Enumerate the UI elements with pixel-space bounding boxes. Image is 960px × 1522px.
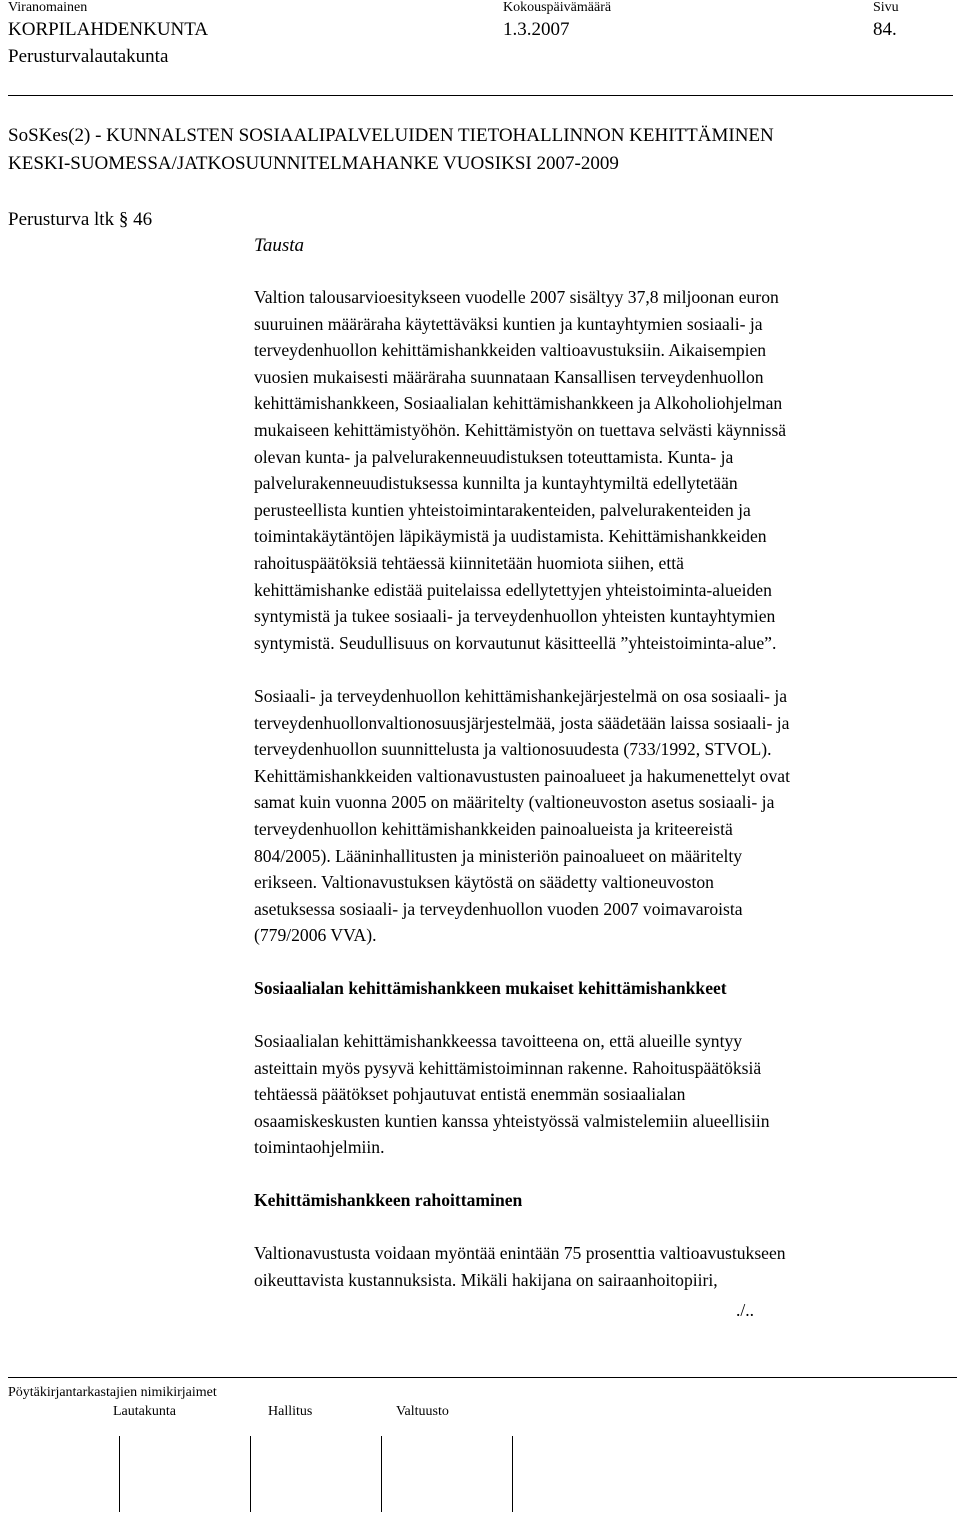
header-date-label: Kokouspäivämäärä — [503, 0, 612, 15]
header-board: Perusturvalautakunta — [8, 46, 169, 67]
text-line: palvelurakenneuudistuksessa kunnilta ja kuntayhtymiltä edellytetään — [254, 473, 738, 494]
text-line: (779/2006 VVA). — [254, 925, 377, 946]
text-line: tehtäessä päätökset pohjautuvat entistä enemmän sosiaalialan — [254, 1084, 686, 1105]
footer-col-hallitus: Hallitus — [268, 1404, 313, 1419]
header-agency-label: Viranomainen — [8, 0, 88, 15]
text-line: syntymistä ja tukee sosiaali- ja terveydenhuollon yhteisten kuntayhtymien — [254, 606, 776, 627]
text-line: Valtionavustusta voidaan myöntää enintään 75 prosenttia valtioavustukseen — [254, 1243, 786, 1263]
footer-col-valtuusto: Valtuusto — [396, 1404, 449, 1419]
text-line: toimintaohjelmiin. — [254, 1137, 385, 1158]
text-line: erikseen. Valtionavustuksen käytöstä on säädetty valtioneuvoston — [254, 872, 714, 893]
header-page-number: 84. — [873, 19, 897, 40]
tausta-heading: Tausta — [254, 235, 304, 256]
text-line: mukaiseen kehittämistyöhön. Kehittämistyön on tuettava selvästi käynnissä — [254, 419, 787, 440]
header-divider — [8, 95, 953, 96]
text-line: 804/2005). Lääninhallitusten ja ministeriön painoalueet on määritelty — [254, 845, 743, 866]
document-title-line-1: SoSKes(2) - KUNNALSTEN SOSIAALIPALVELUIDEN TIETOHALLINNON KEHITTÄMINEN — [8, 125, 774, 146]
text-line: kehittämishanke edistää puitelaissa edellytettyjen yhteistoiminta-alueiden — [254, 579, 772, 600]
heading-project-funding: Kehittämishankkeen rahoittaminen — [254, 1190, 523, 1210]
text-line: asetuksessa sosiaali- ja terveydenhuollon vuoden 2007 voimavaroista — [254, 898, 743, 919]
text-line: Sosiaalialan kehittämishankkeessa tavoitteena on, että alueille syntyy — [254, 1031, 743, 1051]
text-line: suuruinen määräraha käytettäväksi kuntien ja kuntayhtymien sosiaali- ja — [254, 313, 763, 334]
heading-social-projects: Sosiaalialan kehittämishankkeen mukaiset kehittämishankkeet — [254, 978, 727, 998]
text-line: terveydenhuollon suunnittelusta ja valtionosuudesta (733/1992, STVOL). — [254, 739, 772, 760]
paragraph-project-funding — [254, 1240, 954, 1293]
text-line: osaamiskeskusten kuntien kanssa yhteistyössä valmistelemiin alueellisiin — [254, 1110, 770, 1131]
header-agency: KORPILAHDENKUNTA — [8, 19, 209, 40]
footer-col-lautakunta: Lautakunta — [113, 1404, 176, 1419]
header-date: 1.3.2007 — [503, 19, 570, 40]
signature-box-divider-4 — [512, 1436, 513, 1512]
text-line: Kehittämishankkeiden valtionavustusten painoalueet ja hakumenettelyt ovat — [254, 765, 790, 786]
paragraph-social-projects — [254, 1028, 954, 1161]
text-line: Valtion talousarvioesitykseen vuodelle 2007 sisältyy 37,8 miljoonan euron — [254, 287, 779, 307]
text-line: oikeuttavista kustannuksista. Mikäli hakijana on sairaanhoitopiiri, — [254, 1269, 718, 1290]
signatures-label: Pöytäkirjantarkastajien nimikirjaimet — [8, 1385, 217, 1400]
text-line: kehittämishankkeen, Sosiaalialan kehittämishankkeen ja Alkoholiohjelman — [254, 393, 783, 414]
text-line: syntymistä. Seudullisuus on korvautunut käsitteellä ”yhteistoiminta-alue”. — [254, 632, 777, 653]
text-line: olevan kunta- ja palvelurakenneuudistuksen toteuttamista. Kunta- ja — [254, 446, 734, 467]
section-reference: Perusturva ltk § 46 — [8, 209, 153, 230]
text-line: perusteellista kuntien yhteistoimintarakenteiden, palvelurakenteiden ja — [254, 499, 751, 520]
paragraph-background — [254, 284, 954, 656]
text-line: terveydenhuollonvaltionosuusjärjestelmää, josta säädetään laissa sosiaali- ja — [254, 712, 790, 733]
continued-marker: ./.. — [736, 1300, 755, 1320]
signature-box-divider-3 — [381, 1436, 382, 1512]
text-line: vuosien mukaisesti määräraha suunnataan Kansallisen terveydenhuollon — [254, 366, 764, 387]
text-line: Sosiaali- ja terveydenhuollon kehittämishankejärjestelmä on osa sosiaali- ja — [254, 686, 788, 706]
paragraph-legislation — [254, 683, 954, 949]
text-line: terveydenhuollon kehittämishankkeiden painoalueista ja kriteereistä — [254, 818, 733, 839]
text-line: asteittain myös pysyvä kehittämistoiminnan rakenne. Rahoituspäätöksiä — [254, 1057, 762, 1078]
footer-divider — [8, 1377, 957, 1378]
header-page-label: Sivu — [873, 0, 899, 15]
signature-box-divider-1 — [119, 1436, 120, 1512]
text-line: rahoituspäätöksiä tehtäessä kiinnitetään huomiota siihen, että — [254, 552, 684, 573]
text-line: terveydenhuollon kehittämishankkeiden valtioavustuksiin. Aikaisempien — [254, 340, 767, 361]
signature-box-divider-2 — [250, 1436, 251, 1512]
text-line: samat kuin vuonna 2005 on määritelty (valtioneuvoston asetus sosiaali- ja — [254, 792, 775, 813]
text-line: toimintakäytäntöjen läpikäymistä ja uudistamista. Kehittämishankkeiden — [254, 526, 767, 547]
document-title-line-2: KESKI-SUOMESSA/JATKOSUUNNITELMAHANKE VUOSIKSI 2007-2009 — [8, 153, 619, 174]
